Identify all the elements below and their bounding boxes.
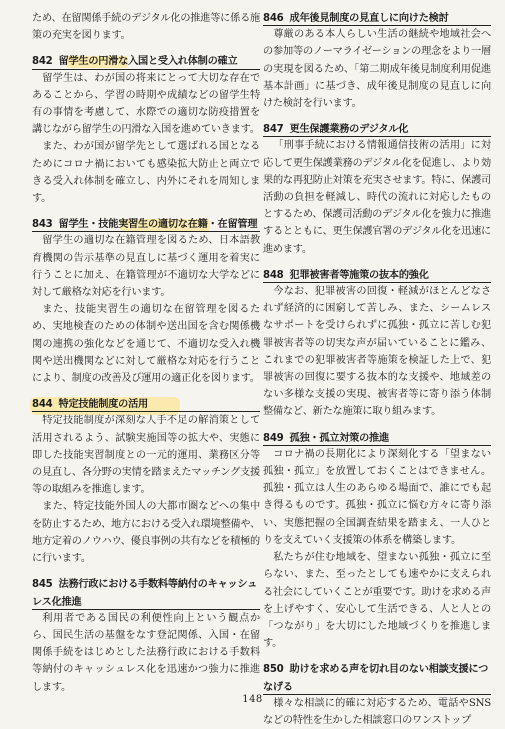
heading-underline <box>263 25 491 26</box>
heading-underline <box>32 69 260 70</box>
section-number: 843 <box>32 219 53 231</box>
section-846 <box>263 10 491 112</box>
section-849 <box>263 430 491 653</box>
section-number: 842 <box>32 56 53 68</box>
left-column <box>32 10 260 696</box>
section-number: 844 <box>32 399 53 411</box>
section-850-heading <box>263 661 491 694</box>
section-844-heading <box>32 396 260 412</box>
paragraph: 留学生は、わが国の将来にとって大切な存在であることから、学習の時期や成績などの留学生特有の事情を考慮して、水際での適切な防疫措置を講じながら留学生の円滑な入国を進めていきます。 <box>32 72 260 136</box>
paragraph: 特定技能制度が深刻な人手不足の解消策として活用されるよう、試験実施国等の拡大や、実態に即した技能実習制度との一元的運用、業務区分等の見直し、各分野の実情を踏まえたマッチング支援等の取組みを推進します。 <box>32 415 260 496</box>
paragraph: 尊厳のある本人らしい生活の継続や地域社会への参加等のノーマライゼーションの理念をより一層の実現を図るため、「第二期成年後見制度利用促進基本計画」に基づき、成年後見制度の見直しに向けた検討を行います。 <box>263 29 491 110</box>
section-title: 成年後見制度の見直しに向けた検討 <box>289 13 449 24</box>
section-848 <box>263 267 491 421</box>
paragraph: また、特定技能外国人の大都市圏などへの集中を防止するため、地方における受入れ環境整備や、地方定着のノウハウ、優良事例の共有などを積極的に行います。 <box>32 501 260 565</box>
section-842 <box>32 53 260 207</box>
intro-paragraph: ため、在留関係手続のデジタル化の推進等に係る施策の充実を図ります。 <box>32 13 260 42</box>
section-title: 孤独・孤立対策の推進 <box>289 432 389 444</box>
right-column <box>263 10 491 729</box>
section-847-heading <box>263 121 491 137</box>
heading-underline <box>263 136 491 137</box>
section-848-heading <box>263 267 491 283</box>
section-number: 849 <box>263 432 284 444</box>
paragraph: 「刑事手続における情報通信技術の活用」に対応して更生保護業務のデジタル化を促進し、より効果的な再犯防止対策を充実させます。特に、保護司活動の負担を軽減し、時代の流れに対応したものとするため、保護司活動のデジタル化を強力に推進するとともに、更生保護官署のデジタル化を迅速に進めます。 <box>263 140 491 255</box>
paragraph: 様々な相談に的確に対応するため、電話やSNSなどの特性を生かした相談窓口のワンストップ <box>263 697 491 726</box>
section-number: 846 <box>263 13 284 24</box>
section-title: 法務行政における手数料等納付のキャッシュレス化推進 <box>32 579 258 608</box>
heading-underline <box>32 411 260 412</box>
section-number: 847 <box>263 124 284 136</box>
heading-underline <box>263 282 491 283</box>
paragraph: 留学生の適切な在籍管理を図るため、日本語教育機関の告示基準の見直しに基づく運用を着実に行うことに加え、在籍管理が不適切な大学などに対して厳格な対応を行います。 <box>32 235 260 299</box>
paragraph: コロナ禍の長期化により深刻化する「望まない孤独・孤立」を放置しておくことはできません。孤独・孤立は人生のあらゆる場面で、誰にでも起き得るものです。孤独・孤立に悩む方々に寄り添い、実態把握の全国調査結果を踏まえ、一人ひとりを支えていく支援策の体系を構築します。 <box>263 448 491 546</box>
paragraph: また、わが国が留学先として選ばれる国となるためにコロナ禍においても感染拡大防止と両立できる受入れ体制を確立し、内外にそれを周知します。 <box>32 141 260 205</box>
page-number: 148 <box>242 694 263 705</box>
paragraph: 私たちが住む地域を、望まない孤独・孤立に至らない、また、至ったとしても速やかに支えられる社会にしていくことが重要です。助けを求める声を上げやすく、安心して生活できる、人と人との「つながり」を大切にした地域づくりを推進します。 <box>263 552 491 650</box>
paragraph: 利用者である国民の利便性向上という観点から、国民生活の基盤をなす登記関係、入国・在留関係手続をはじめとした法務行政における手数料等納付のキャッシュレス化を迅速かつ強力に推進します。 <box>32 612 260 693</box>
section-845-heading <box>32 576 260 609</box>
section-846-heading <box>263 10 491 26</box>
heading-underline <box>263 445 491 446</box>
section-title: 犯罪被害者等施策の抜本的強化 <box>289 269 429 281</box>
section-title: 留学生・技能実習生の適切な在籍・在留管理 <box>58 219 258 231</box>
section-title: 留学生の円滑な入国と受入れ体制の確立 <box>58 56 238 68</box>
section-849-heading <box>263 430 491 446</box>
paragraph: 今なお、犯罪被害の回復・軽減がほとんどなされず経済的に困窮して苦しみ、また、シームレスなサポートを受けられずに孤独・孤立に苦しむ犯罪被害者等の切実な声が届いていることに鑑み、これまでの犯罪被害者等施策を検証した上で、犯罪被害の回復に要する抜本的な支援や、地域差のない多様な支援の実現、被害者等に寄り添う体制整備など、新たな施策に取り組みます。 <box>263 286 491 418</box>
heading-underline <box>32 231 260 232</box>
section-title: 助けを求める声を切れ目のない相談支援につなげる <box>263 664 489 693</box>
section-number: 845 <box>32 579 53 591</box>
paragraph: また、技能実習生の適切な在留管理を図るため、実地検査のための体制や送出国を含む関係機関の連携の強化などを通じて、不適切な受入れ機関や送出機関などに対して厳格な対応を行うことにより、制度の改善及び運用の適正化を図ります。 <box>32 304 260 385</box>
section-number: 848 <box>263 269 284 281</box>
heading-underline <box>32 609 260 610</box>
section-845 <box>32 576 260 695</box>
section-number: 850 <box>263 664 284 676</box>
section-title: 特定技能制度の活用 <box>58 399 148 411</box>
section-847 <box>263 121 491 258</box>
section-844 <box>32 396 260 567</box>
section-843-heading <box>32 216 260 232</box>
section-843 <box>32 216 260 387</box>
section-title: 更生保護業務のデジタル化 <box>289 124 409 136</box>
section-842-heading <box>32 53 260 69</box>
